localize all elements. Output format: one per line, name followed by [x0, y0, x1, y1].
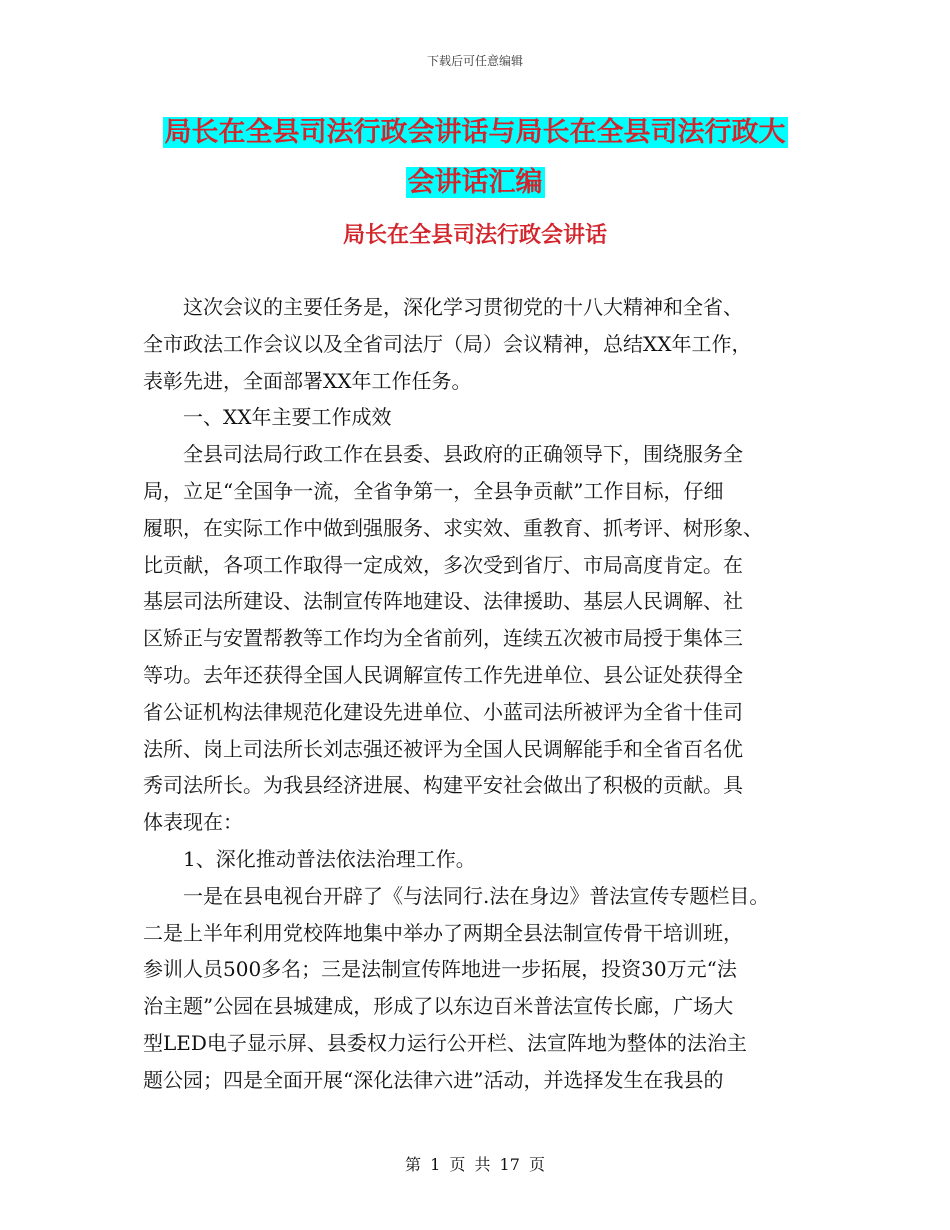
text-line: 比贡献，各项工作取得一定成效，多次受到省厅、市局高度肯定。在 [143, 552, 743, 577]
text-line: 法所、岗上司法所长刘志强还被评为全国人民调解能手和全省百名优 [143, 736, 743, 761]
text-line: 等功。去年还获得全国人民调解宣传工作先进单位、县公证处获得全 [143, 662, 743, 687]
text-line: 省公证机构法律规范化建设先进单位、小蓝司法所被评为全省十佳司 [143, 699, 743, 724]
document-title-line-2: 会讲话汇编 [407, 167, 543, 198]
text-line: 型LED电子显示屏、县委权力运行公开栏、法宣阵地为整体的法治主 [143, 1030, 747, 1055]
text-line: 治主题”公园在县城建成，形成了以东边百米普法宣传长廊，广场大 [143, 994, 734, 1019]
page-footer: 第 1 页 共 17 页 [405, 1155, 545, 1174]
text-line: 局，立足“全国争一流，全省争第一，全县争贡献”工作目标，仔细 [143, 478, 724, 503]
text-line: 参训人员500多名；三是法制宣传阵地进一步拓展，投资30万元“法 [143, 957, 737, 982]
document-title-line-1: 局长在全县司法行政会讲话与局长在全县司法行政大 [164, 117, 786, 148]
text-line: 一是在县电视台开辟了《与法同行.法在身边》普法宣传专题栏目。 [143, 883, 770, 908]
text-line: 体表现在： [143, 810, 243, 835]
text-line: 1、深化推动普法依法治理工作。 [143, 846, 476, 871]
text-line: 二是上半年利用党校阵地集中举办了两期全县法制宣传骨干培训班， [143, 920, 743, 945]
document-title [0, 108, 950, 208]
text-line: 基层司法所建设、法制宣传阵地建设、法律援助、基层人民调解、社 [143, 589, 743, 614]
text-line: 一、XX年主要工作成效 [143, 405, 392, 430]
body-text [143, 289, 843, 1099]
text-line: 秀司法所长。为我县经济进展、构建平安社会做出了积极的贡献。具 [143, 773, 743, 798]
text-line: 全市政法工作会议以及全省司法厅（局）会议精神，总结XX年工作， [143, 331, 752, 356]
header-note: 下载后可任意编辑 [426, 54, 523, 68]
text-line: 这次会议的主要任务是，深化学习贯彻党的十八大精神和全省、 [143, 295, 743, 319]
text-line: 区矫正与安置帮教等工作均为全省前列，连续五次被市局授于集体三 [143, 626, 743, 651]
text-line: 题公园；四是全面开展“深化法律六进”活动，并选择发生在我县的 [143, 1067, 724, 1092]
section-title: 局长在全县司法行政会讲话 [342, 223, 607, 248]
text-line: 表彰先进，全面部署XX年工作任务。 [143, 368, 472, 393]
text-line: 履职，在实际工作中做到强服务、求实效、重教育、抓考评、树形象、 [143, 515, 763, 540]
text-line: 全县司法局行政工作在县委、县政府的正确领导下，围绕服务全 [143, 442, 743, 467]
